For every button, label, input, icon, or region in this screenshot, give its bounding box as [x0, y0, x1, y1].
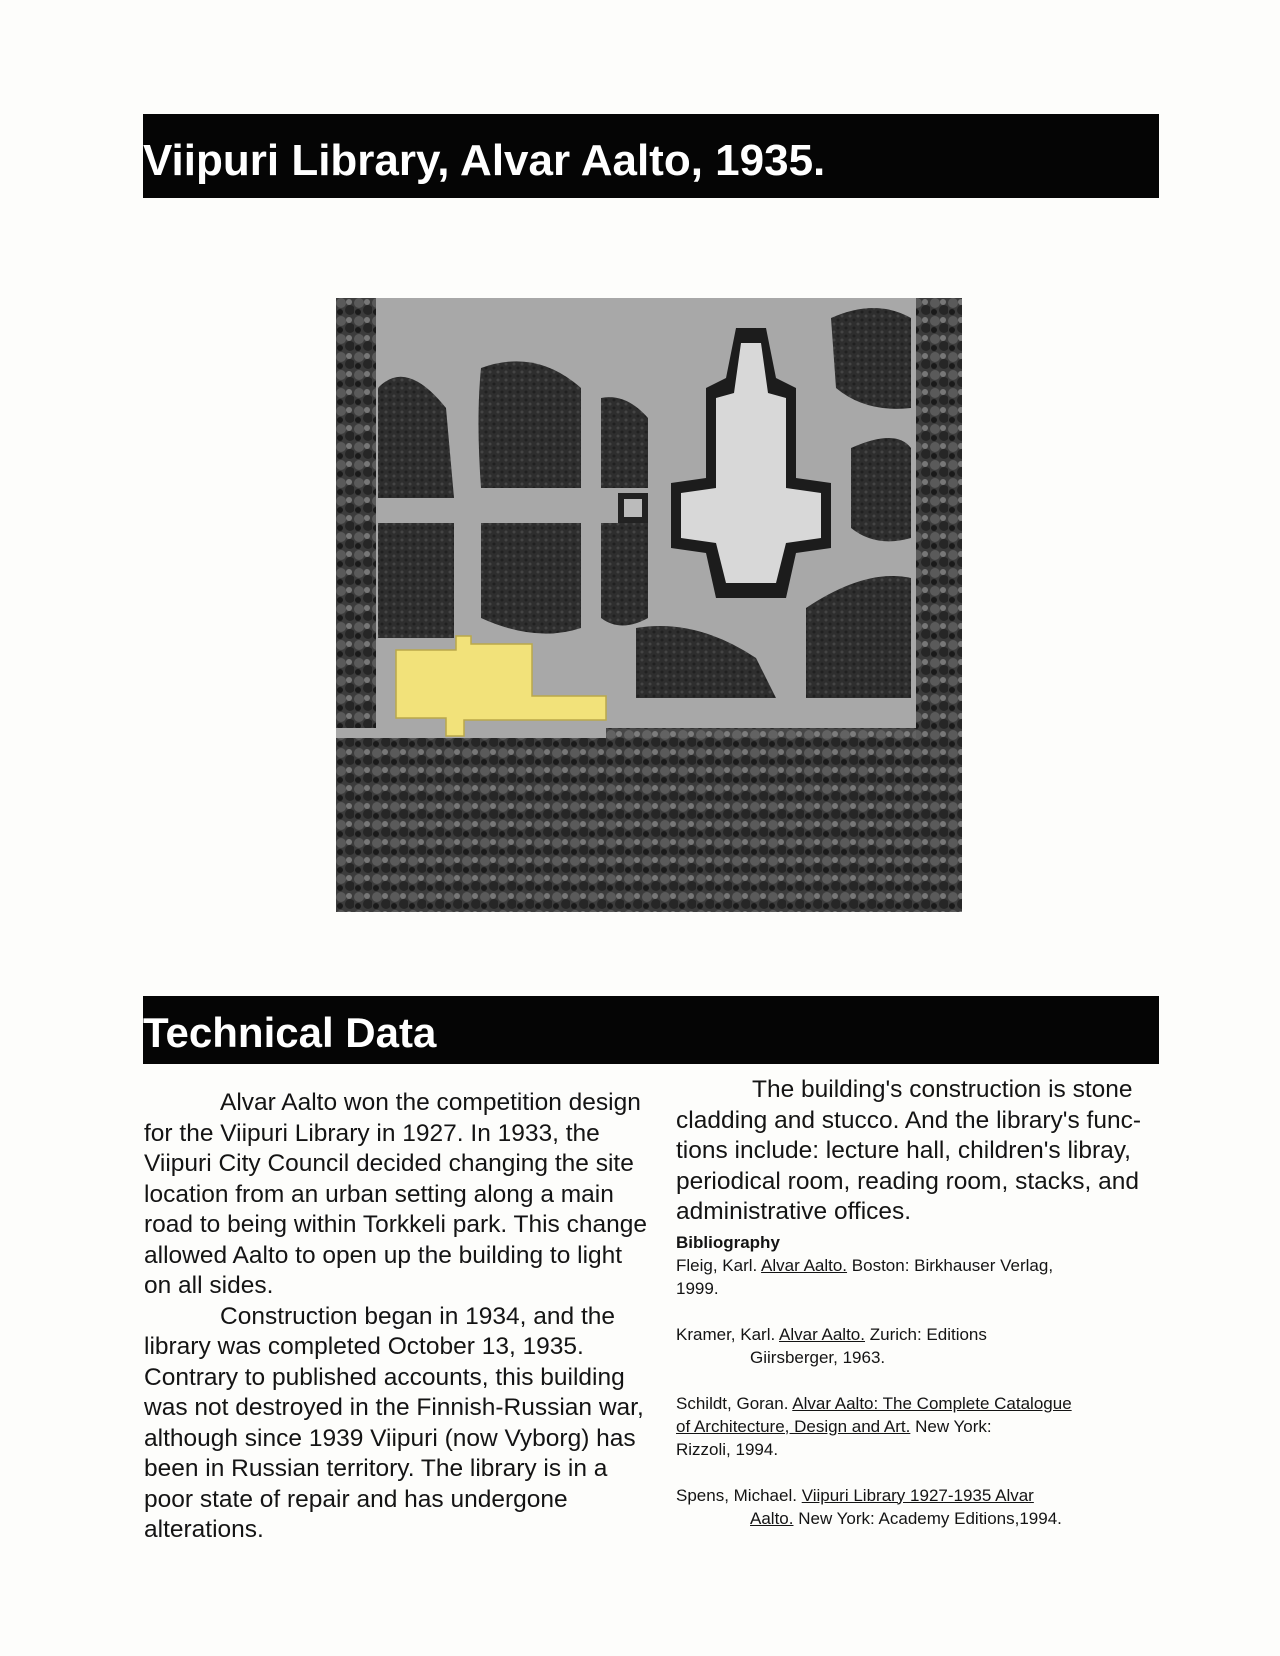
body-paragraph: Construction began in 1934, and the library was completed October 13, 1935. Contrary to published accounts, this building was not destroyed in the Finnish-Russian war, although since 1939 Viipuri (now Vyborg) has been in Russian territory. The library is in a poor state of repair and has undergone alterations. — [144, 1302, 644, 1543]
left-column — [144, 1088, 654, 1546]
bibliography-entry: Kramer, Karl. Alvar Aalto. Zurich: Editions Giirsberger, 1963. — [676, 1324, 987, 1367]
citation-title: of Architecture, Design and Art. — [676, 1416, 911, 1436]
citation-title: Viipuri Library 1927-1935 Alvar — [801, 1485, 1034, 1505]
body-paragraph: Alvar Aalto won the competition design for the Viipuri Library in 1927. In 1933, the Viipuri City Council decided changing the site location from an urban setting along a main road to being within Torkkeli park. This change allowed Aalto to open up the building to light on all sides. — [144, 1089, 647, 1299]
citation-title: Aalto. — [750, 1508, 794, 1528]
aerial-site-photo — [336, 298, 962, 912]
bibliography-heading: Bibliography — [676, 1232, 780, 1252]
bibliography-entry: Spens, Michael. Viipuri Library 1927-1935 Alvar Aalto. New York: Academy Editions,1994. — [676, 1485, 1062, 1528]
bibliography-entry: Schildt, Goran. Alvar Aalto: The Complete Catalogue of Architecture, Design and Art. New York: Rizzoli, 1994. — [676, 1393, 1072, 1459]
section-heading: Technical Data — [143, 996, 1159, 1064]
bibliography-entry: Fleig, Karl. Alvar Aalto. Boston: Birkhauser Verlag, 1999. — [676, 1255, 1054, 1298]
citation-title: Alvar Aalto. — [779, 1324, 865, 1344]
body-paragraph: The building's construction is stone cladding and stucco. And the library's func-tions include: lecture hall, children's libray, periodical room, reading room, stacks, and administrative offices. — [676, 1076, 1141, 1225]
citation-title: Alvar Aalto. — [761, 1255, 848, 1275]
page-title: Viipuri Library, Alvar Aalto, 1935. — [143, 114, 1159, 198]
citation-title: Alvar Aalto: The Complete Catalogue — [792, 1393, 1072, 1413]
right-column — [676, 1075, 1166, 1530]
